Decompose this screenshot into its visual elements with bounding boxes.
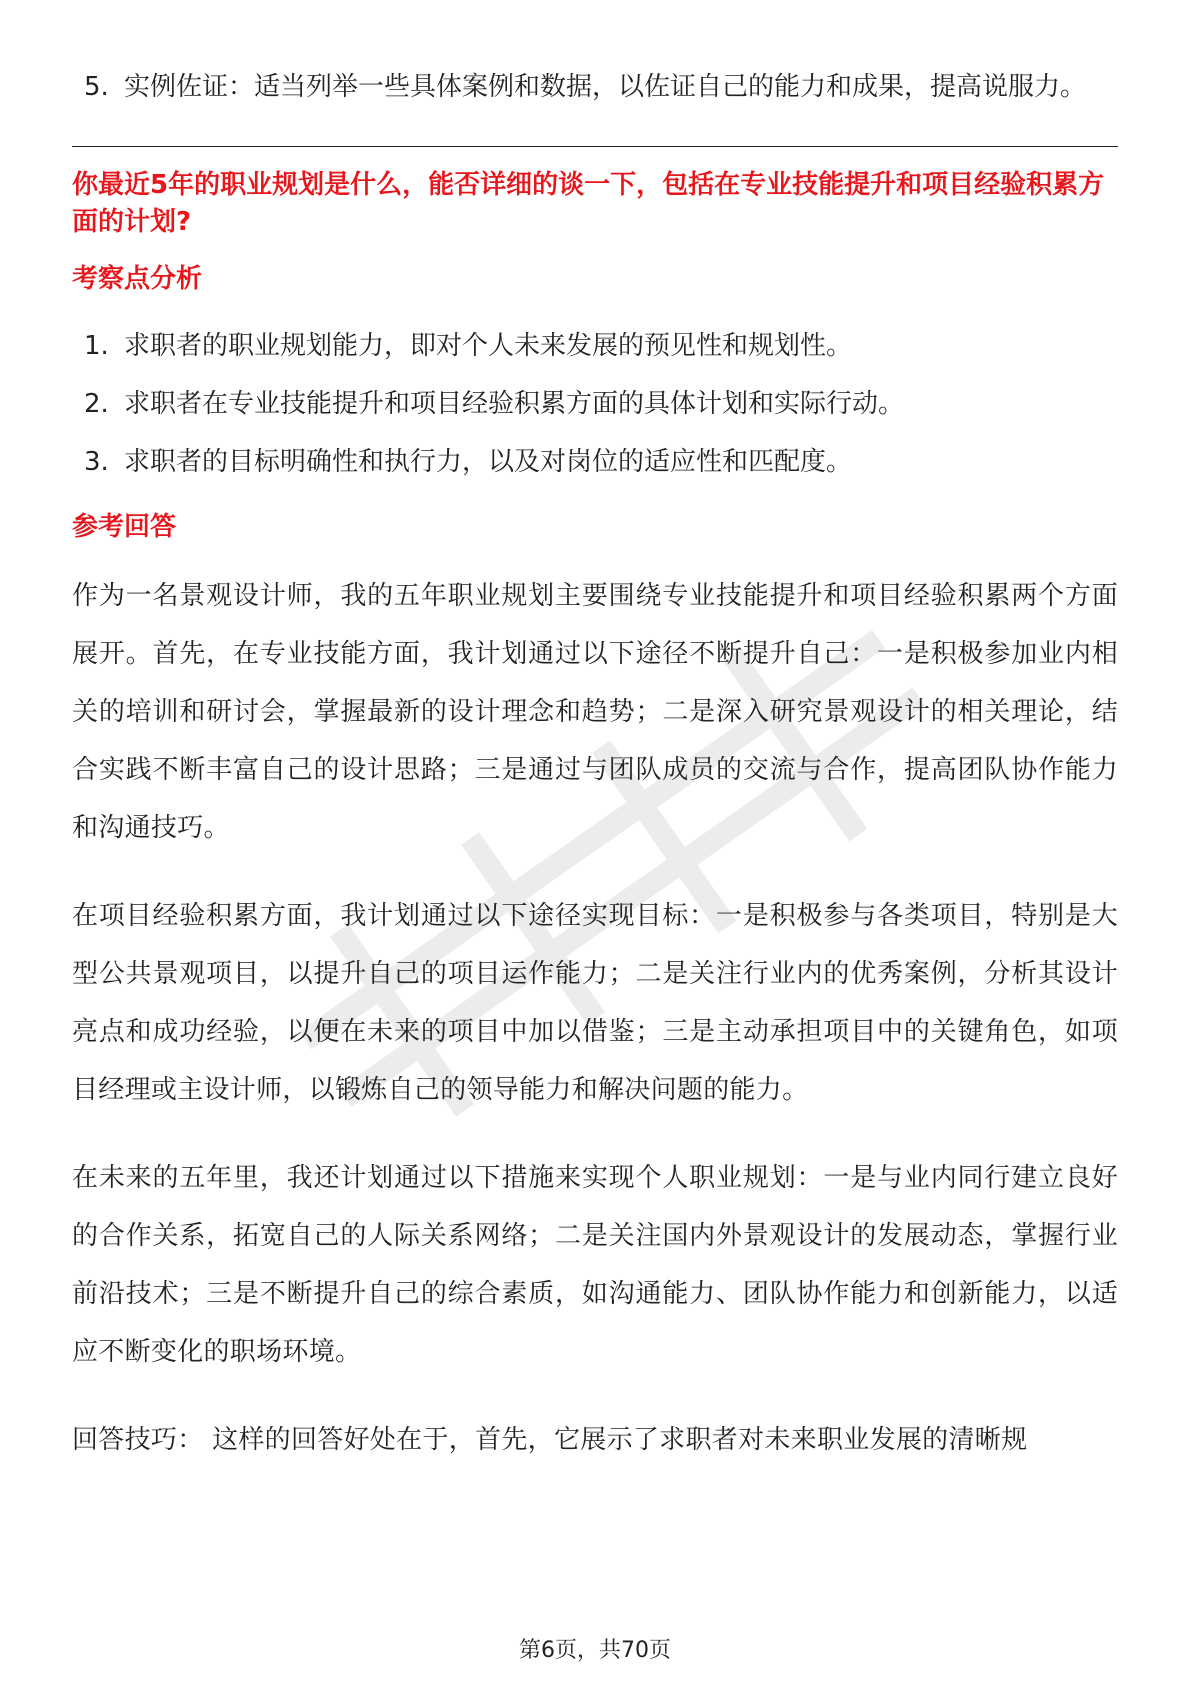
list-item: [72, 58, 1118, 116]
list-number: 3.: [84, 447, 109, 477]
question-heading: 你最近5年的职业规划是什么，能否详细的谈一下，包括在专业技能提升和项目经验积累方面的计划?: [72, 170, 1105, 237]
analysis-list: [72, 317, 1118, 491]
list-text: 求职者在专业技能提升和项目经验积累方面的具体计划和实际行动。: [124, 389, 905, 419]
list-text: 求职者的目标明确性和执行力，以及对岗位的适应性和匹配度。: [124, 447, 853, 477]
page-content: [72, 58, 1118, 1499]
list-text: 实例佐证：适当列举一些具体案例和数据，以佐证自己的能力和成果，提高说服力。: [124, 72, 1087, 102]
list-text: 求职者的职业规划能力，即对个人未来发展的预见性和规划性。: [124, 331, 853, 361]
analysis-title: 考察点分析: [72, 264, 203, 294]
list-number: 2.: [84, 389, 109, 419]
list-item: [72, 433, 1118, 491]
list-number: 5.: [84, 72, 109, 102]
answer-title: 参考回答: [72, 512, 177, 542]
section-divider: [72, 146, 1118, 147]
page-number-footer: 第6页，共70页: [519, 1638, 671, 1663]
list-item: [72, 317, 1118, 375]
list-item: [72, 375, 1118, 433]
answer-paragraph: 作为一名景观设计师，我的五年职业规划主要围绕专业技能提升和项目经验积累两个方面展开。首先，在专业技能方面，我计划通过以下途径不断提升自己：一是积极参加业内相关的培训和研讨会，掌握最新的设计理念和趋势；二是深入研究景观设计的相关理论，结合实践不断丰富自己的设计思路；三是通过与团队成员的交流与合作，提高团队协作能力和沟通技巧。: [72, 581, 1118, 843]
answer-paragraph: 在项目经验积累方面，我计划通过以下途径实现目标：一是积极参与各类项目，特别是大型公共景观项目，以提升自己的项目运作能力；二是关注行业内的优秀案例，分析其设计亮点和成功经验，以便在未来的项目中加以借鉴；三是主动承担项目中的关键角色，如项目经理或主设计师，以锻炼自己的领导能力和解决问题的能力。: [72, 901, 1118, 1105]
list-number: 1.: [84, 331, 109, 361]
answer-tips-paragraph: 回答技巧： 这样的回答好处在于，首先，它展示了求职者对未来职业发展的清晰规: [72, 1425, 1028, 1455]
answer-paragraph: 在未来的五年里，我还计划通过以下措施来实现个人职业规划：一是与业内同行建立良好的合作关系，拓宽自己的人际关系网络；二是关注国内外景观设计的发展动态，掌握行业前沿技术；三是不断提升自己的综合素质，如沟通能力、团队协作能力和创新能力，以适应不断变化的职场环境。: [72, 1163, 1118, 1367]
top-list: [72, 58, 1118, 116]
